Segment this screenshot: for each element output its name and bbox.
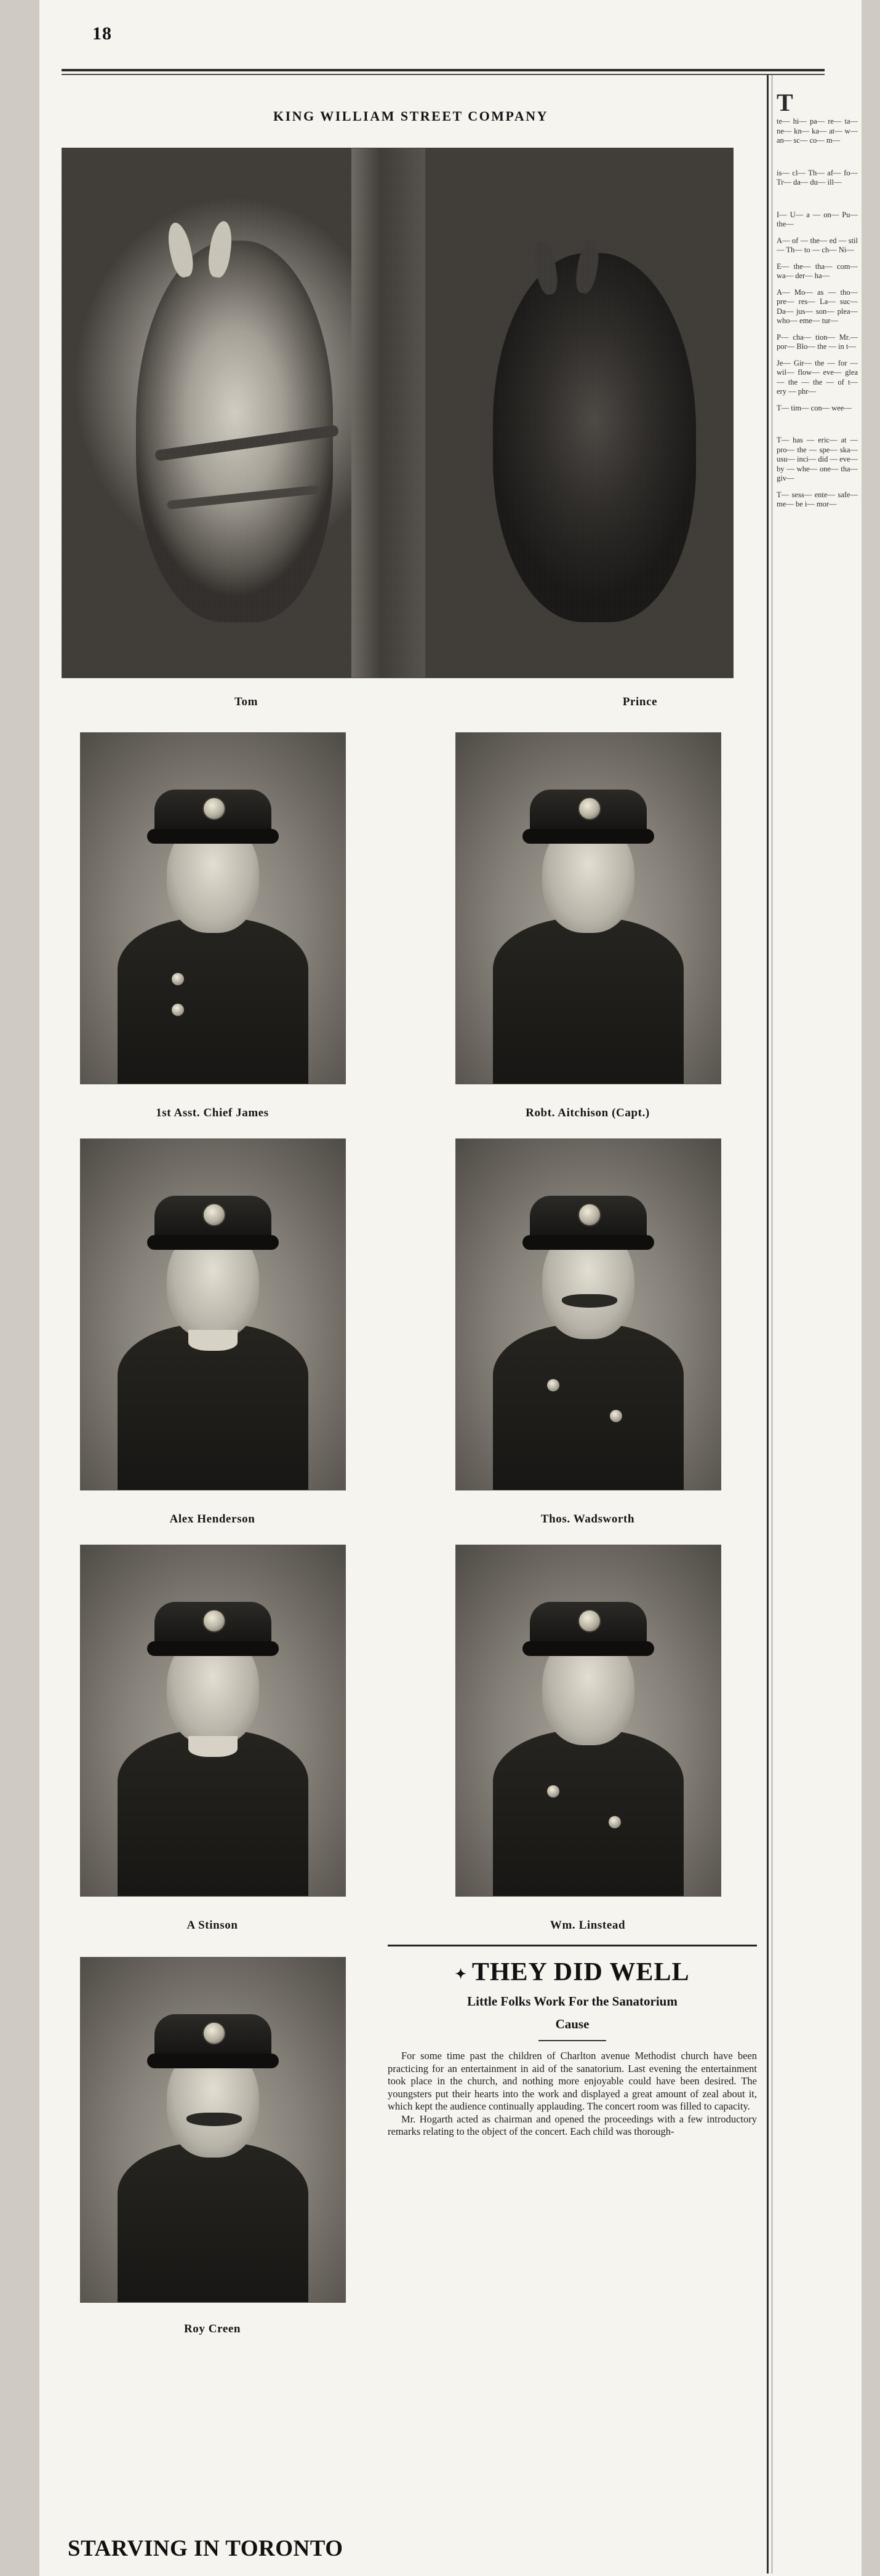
right-text-column bbox=[777, 92, 858, 2554]
header-rule-thin bbox=[62, 74, 825, 75]
side-paragraph: I— U— a — on— Pu— the— bbox=[777, 210, 858, 228]
uniform-button bbox=[172, 973, 184, 985]
uniform-button bbox=[547, 1785, 559, 1798]
side-paragraph: T— has — eric— at — pro— the — spe— ska— usu— inci— did — eve— by — whe— one— tha— giv— bbox=[777, 436, 858, 482]
side-paragraph: P— cha— tion— Mr.— por— Blo— the — in t— bbox=[777, 332, 858, 351]
article-headline-row bbox=[388, 1958, 757, 1987]
uniform-torso bbox=[493, 1324, 684, 1490]
side-paragraph: T— tim— con— wee— bbox=[777, 403, 852, 412]
cap-badge bbox=[202, 2022, 226, 2045]
photo-grain bbox=[62, 148, 733, 678]
cap-badge bbox=[578, 1203, 601, 1226]
uniform-button bbox=[172, 1004, 184, 1016]
column-gap bbox=[777, 420, 858, 436]
cap-brim bbox=[147, 829, 279, 844]
bottom-headline: STARVING IN TORONTO bbox=[68, 2536, 343, 2561]
side-paragraph: is— cl— Th— af— fo— Tr— da— du— ill— bbox=[777, 168, 858, 186]
side-paragraph: te— hi— pa— re— ta— ne— kn— ka— at— w— an— sc— co— m— bbox=[777, 117, 858, 145]
shirt-collar bbox=[188, 1736, 238, 1757]
side-paragraph: E— the— tha— com— wa— der— ha— bbox=[777, 262, 858, 280]
article-subhead-line2: Cause bbox=[555, 2017, 590, 2031]
portrait-photo-wadsworth bbox=[455, 1138, 721, 1490]
moustache bbox=[562, 1294, 617, 1308]
star-icon: ✦ bbox=[455, 1966, 467, 1982]
cap-brim bbox=[522, 1235, 654, 1250]
uniform-torso bbox=[118, 918, 308, 1084]
cap-brim bbox=[147, 2054, 279, 2068]
caption-portrait-5: A Stinson bbox=[186, 1919, 238, 1932]
side-paragraph: A— Mo— as — tho— pre— res— La— suc— Da— jus— son— plea— who— eme— tur— bbox=[777, 287, 858, 325]
cap-brim bbox=[522, 829, 654, 844]
page-number: 18 bbox=[92, 23, 112, 44]
cap-brim bbox=[147, 1641, 279, 1656]
header-rule bbox=[62, 69, 825, 71]
cap-brim bbox=[522, 1641, 654, 1656]
portrait-photo-creen bbox=[80, 1957, 346, 2303]
side-paragraph: A— of — the— ed — stil— Th— to — ch— Ni— bbox=[777, 236, 858, 254]
portrait-photo-stinson bbox=[80, 1545, 346, 1897]
cap-badge bbox=[578, 1609, 601, 1633]
scan-edge-right bbox=[862, 0, 880, 2576]
cap-badge bbox=[202, 797, 226, 820]
caption-prince: Prince bbox=[622, 695, 658, 708]
caption-portrait-3: Alex Henderson bbox=[169, 1513, 255, 1526]
portrait-photo-linstead bbox=[455, 1545, 721, 1897]
uniform-button bbox=[547, 1379, 559, 1391]
portrait-photo-henderson bbox=[80, 1138, 346, 1490]
horses-image bbox=[62, 148, 734, 678]
article-divider bbox=[538, 2040, 606, 2041]
article-they-did-well bbox=[388, 1945, 757, 2138]
scan-edge-left bbox=[0, 0, 39, 2576]
cap-badge bbox=[202, 1203, 226, 1226]
uniform-torso bbox=[118, 2142, 308, 2303]
caption-tom: Tom bbox=[234, 695, 258, 708]
side-paragraph: Je— Gir— the — for — wil— flow— eve— glea— the — the — of t— ery — phr— bbox=[777, 358, 858, 396]
caption-portrait-2: Robt. Aitchison (Capt.) bbox=[526, 1106, 650, 1119]
caption-portrait-1: 1st Asst. Chief James bbox=[156, 1106, 269, 1119]
caption-portrait-4: Thos. Wadsworth bbox=[540, 1513, 635, 1526]
caption-portrait-6: Wm. Linstead bbox=[550, 1919, 626, 1932]
uniform-button bbox=[609, 1816, 621, 1828]
moustache bbox=[186, 2113, 242, 2126]
column-gap bbox=[777, 153, 858, 169]
portrait-photo-aitchison bbox=[455, 732, 721, 1084]
cap-brim bbox=[147, 1235, 279, 1250]
caption-portrait-7: Roy Creen bbox=[183, 2322, 241, 2335]
portrait-photo-james bbox=[80, 732, 346, 1084]
shirt-collar bbox=[188, 1330, 238, 1351]
cap-badge bbox=[578, 797, 601, 820]
article-headline: THEY DID WELL bbox=[471, 1958, 690, 1986]
cap-badge bbox=[202, 1609, 226, 1633]
article-body bbox=[388, 2050, 757, 2138]
section-title: KING WILLIAM STREET COMPANY bbox=[273, 108, 549, 124]
uniform-torso bbox=[493, 1730, 684, 1897]
column-divider bbox=[767, 75, 769, 2574]
article-paragraph-2: Mr. Hogarth acted as chairman and opened the proceedings with a few introductory remarks relating to the object of the concert. Each child was thorough- bbox=[388, 2113, 757, 2137]
uniform-torso bbox=[493, 918, 684, 1084]
side-paragraph: T— sess— ente— safe— me— be i— mor— bbox=[777, 490, 858, 508]
column-gap bbox=[777, 194, 858, 210]
photo-horses bbox=[62, 148, 732, 677]
article-paragraph-1: For some time past the children of Charlton avenue Methodist church have been practicing for an entertainment in aid of the sanatorium. Last evening the entertainment took place in the church, and nothing more enjoyable could have been desired. The youngsters put their hearts into the work and displayed a great amount of zeal about it, which kept the audience continually applauding. The concert room was filled to capacity. bbox=[388, 2050, 757, 2112]
uniform-button bbox=[610, 1410, 622, 1422]
drop-cap: T bbox=[777, 92, 794, 116]
article-subhead-line1: Little Folks Work For the Sanatorium bbox=[467, 1994, 678, 2009]
